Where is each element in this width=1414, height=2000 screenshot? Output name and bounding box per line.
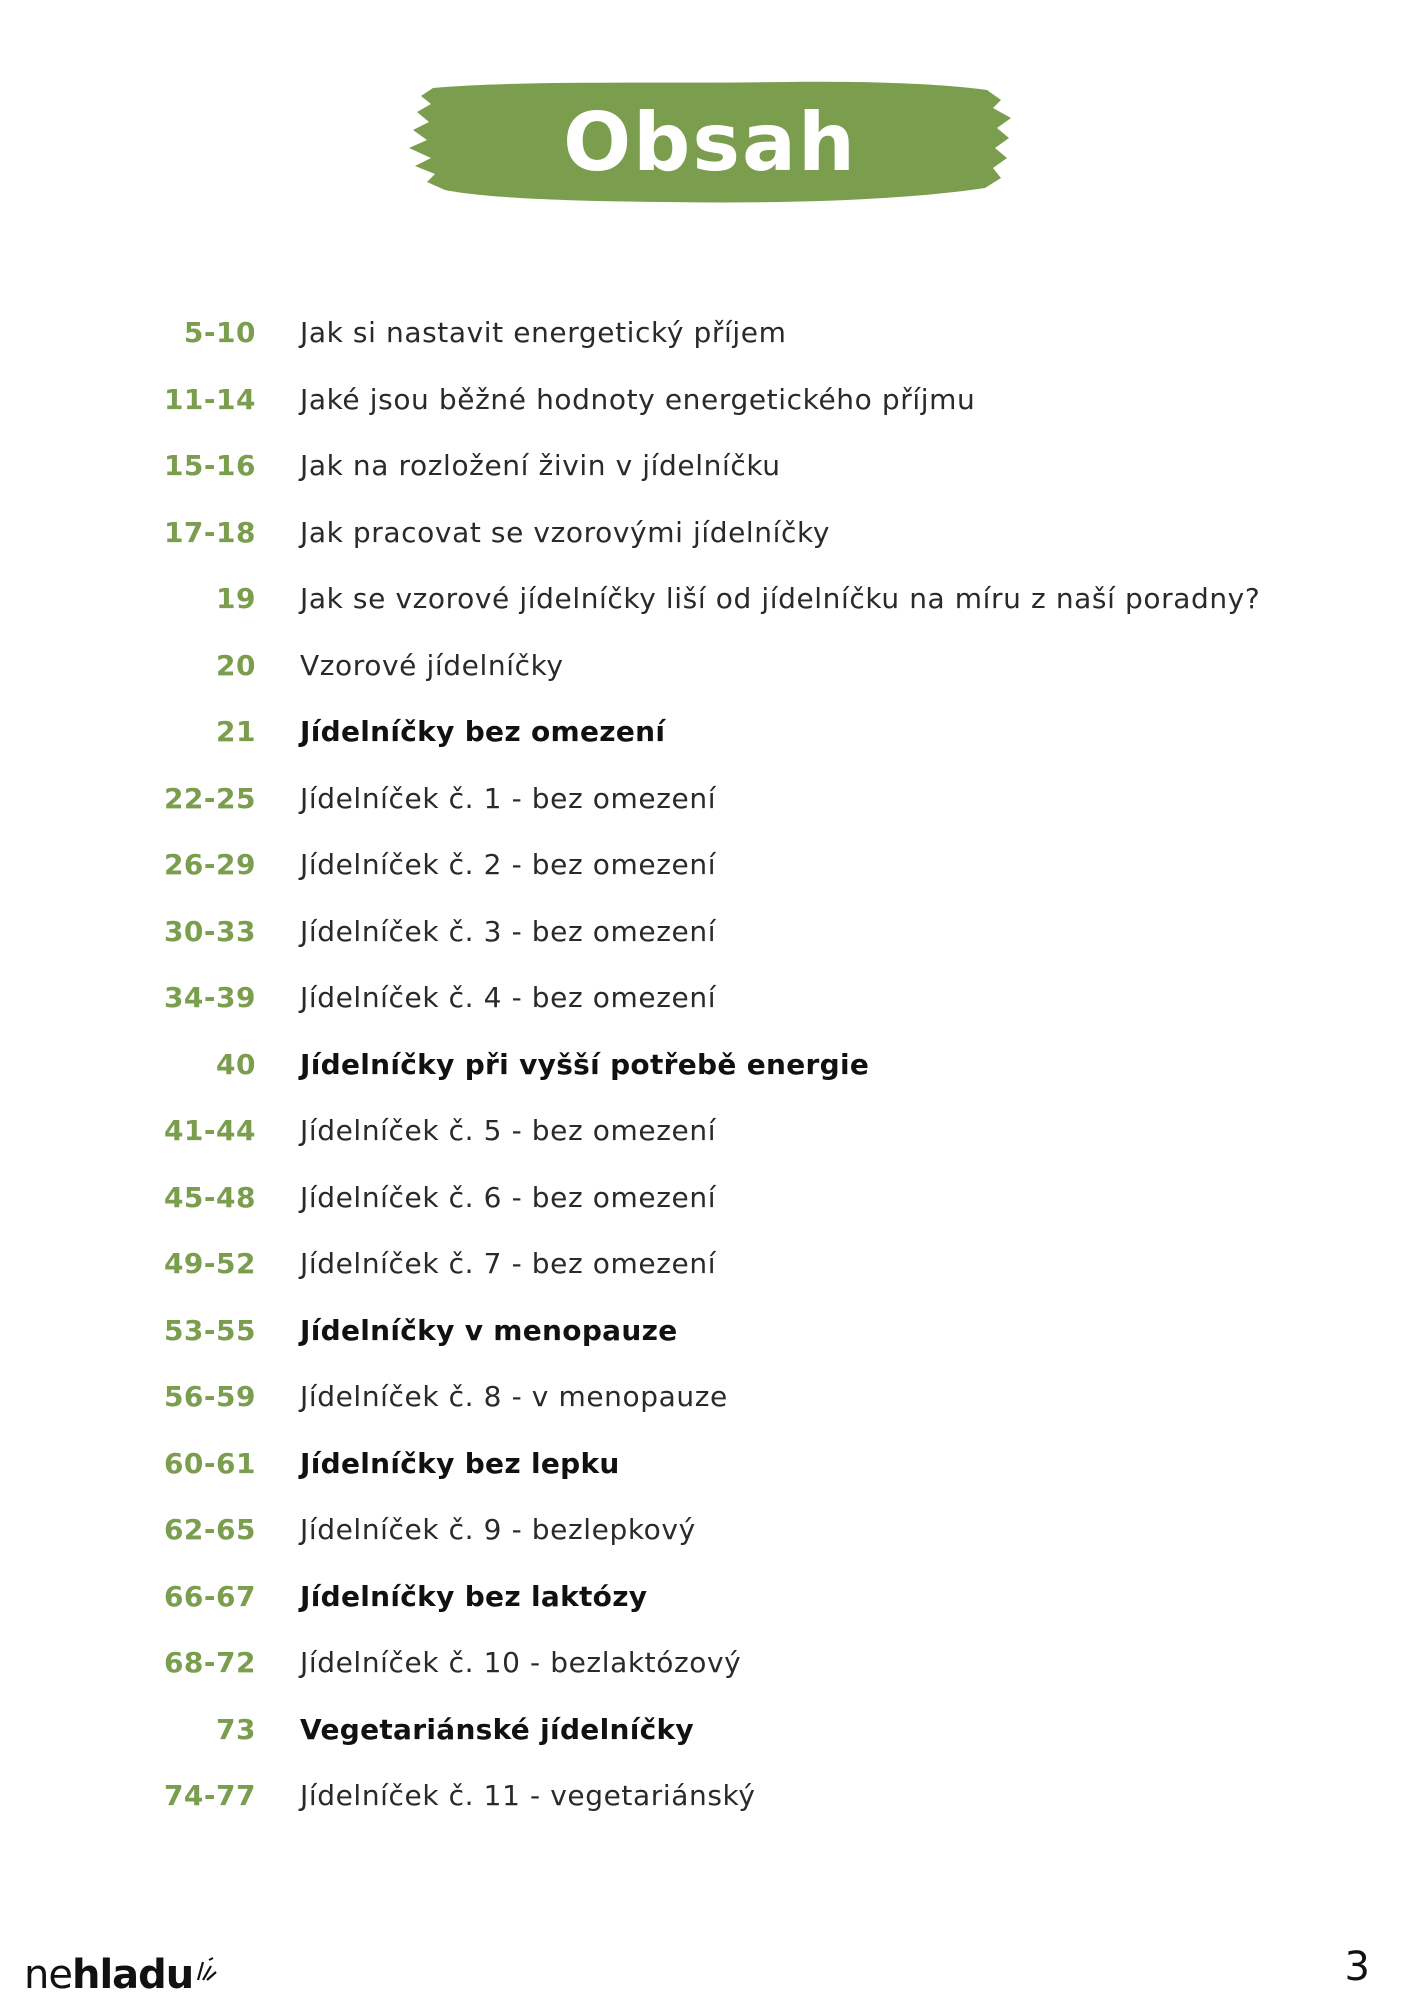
- page-title: Obsah: [563, 96, 857, 189]
- toc-section-row[interactable]: [0, 1034, 1414, 1101]
- toc-entry-title: Jídelníček č. 5 - bez omezení: [300, 1114, 717, 1147]
- toc-page-range: 60-61: [163, 1446, 256, 1480]
- toc-entry-row[interactable]: [0, 1632, 1414, 1699]
- toc-page-range: 21: [216, 715, 256, 748]
- toc-entry-title: Jídelníček č. 3 - bez omezení: [300, 914, 717, 948]
- toc-page-range: 19: [216, 582, 256, 615]
- toc-page-range: 41-44: [163, 1114, 256, 1147]
- toc-entry-title: Jídelníček č. 9 - bezlepkový: [300, 1513, 696, 1546]
- toc-page-range: 45-48: [163, 1180, 256, 1214]
- toc-section-row[interactable]: [0, 1300, 1414, 1367]
- toc-section-title: Jídelníčky bez omezení: [300, 715, 666, 748]
- toc-entry-row[interactable]: [0, 435, 1414, 502]
- toc-entry-title: Jak si nastavit energetický příjem: [300, 316, 787, 349]
- toc-page-range: 53-55: [163, 1313, 256, 1347]
- toc-entry-title: Jak na rozložení živin v jídelníčku: [300, 449, 781, 482]
- toc-section-title: Jídelníčky bez laktózy: [300, 1579, 648, 1613]
- toc-entry-row[interactable]: [0, 635, 1414, 702]
- toc-page-range: 66-67: [163, 1579, 256, 1613]
- toc-entry-title: Jak se vzorové jídelníčky liší od jídelníčku na míru z naší poradny?: [300, 582, 1261, 615]
- toc-page-range: 74-77: [163, 1779, 256, 1812]
- toc-section-title: Vegetariánské jídelníčky: [300, 1712, 694, 1746]
- toc-entry-title: Jídelníček č. 8 - v menopauze: [300, 1380, 728, 1413]
- toc-entry-title: Jídelníček č. 10 - bezlaktózový: [300, 1646, 742, 1679]
- toc-entry-row[interactable]: [0, 1233, 1414, 1300]
- toc-entry-title: Jaké jsou běžné hodnoty energetického příjmu: [300, 382, 976, 416]
- toc-entry-title: Jídelníček č. 11 - vegetariánský: [300, 1779, 756, 1812]
- toc-entry-row[interactable]: [0, 568, 1414, 635]
- toc-page-range: 17-18: [163, 515, 256, 549]
- toc-entry-row[interactable]: [0, 1499, 1414, 1566]
- toc-page-range: 68-72: [163, 1646, 256, 1679]
- toc-entry-title: Jídelníček č. 1 - bez omezení: [300, 781, 717, 815]
- toc-page-range: 5-10: [183, 316, 256, 349]
- toc-page-range: 40: [216, 1047, 256, 1081]
- toc-entry-row[interactable]: [0, 1765, 1414, 1832]
- toc-entry-row[interactable]: [0, 967, 1414, 1034]
- toc-entry-row[interactable]: [0, 768, 1414, 835]
- toc-section-title: Jídelníčky při vyšší potřebě energie: [300, 1047, 870, 1081]
- logo-spark-icon: [195, 1946, 217, 1972]
- toc-section-row[interactable]: [0, 1699, 1414, 1766]
- page-number: 3: [1344, 1944, 1370, 1990]
- toc-entry-title: Jídelníček č. 6 - bez omezení: [300, 1180, 717, 1214]
- toc-entry-title: Vzorové jídelníčky: [300, 648, 564, 682]
- toc-entry-title: Jídelníček č. 2 - bez omezení: [300, 848, 717, 881]
- toc-entry-row[interactable]: [0, 502, 1414, 569]
- toc-page-range: 56-59: [163, 1380, 256, 1413]
- brand-logo: [24, 1952, 217, 1998]
- toc-section-title: Jídelníčky bez lepku: [300, 1446, 620, 1480]
- toc-page-range: 62-65: [163, 1513, 256, 1546]
- logo-text-bold: hladu: [71, 1952, 194, 1998]
- toc-section-row[interactable]: [0, 1566, 1414, 1633]
- toc-page-range: 20: [216, 648, 256, 682]
- toc-entry-row[interactable]: [0, 834, 1414, 901]
- toc-page-range: 22-25: [163, 781, 256, 815]
- toc-page-range: 73: [216, 1712, 256, 1746]
- logo-text-light: ne: [24, 1952, 72, 1998]
- table-of-contents: [0, 302, 1414, 1832]
- toc-page-range: 26-29: [163, 848, 256, 881]
- toc-page-range: 49-52: [163, 1247, 256, 1280]
- toc-entry-row[interactable]: [0, 369, 1414, 436]
- toc-entry-title: Jídelníček č. 4 - bez omezení: [300, 981, 717, 1014]
- toc-page-range: 15-16: [163, 449, 256, 482]
- toc-section-row[interactable]: [0, 1433, 1414, 1500]
- toc-section-row[interactable]: [0, 701, 1414, 768]
- toc-entry-row[interactable]: [0, 1100, 1414, 1167]
- toc-entry-row[interactable]: [0, 901, 1414, 968]
- toc-entry-row[interactable]: [0, 1366, 1414, 1433]
- title-banner: [405, 78, 1015, 208]
- toc-entry-row[interactable]: [0, 302, 1414, 369]
- toc-section-title: Jídelníčky v menopauze: [300, 1313, 678, 1347]
- toc-entry-title: Jídelníček č. 7 - bez omezení: [300, 1247, 717, 1280]
- toc-entry-title: Jak pracovat se vzorovými jídelníčky: [300, 515, 830, 549]
- toc-page-range: 11-14: [163, 382, 256, 416]
- toc-page-range: 30-33: [163, 914, 256, 948]
- toc-page-range: 34-39: [163, 981, 256, 1014]
- toc-entry-row[interactable]: [0, 1167, 1414, 1234]
